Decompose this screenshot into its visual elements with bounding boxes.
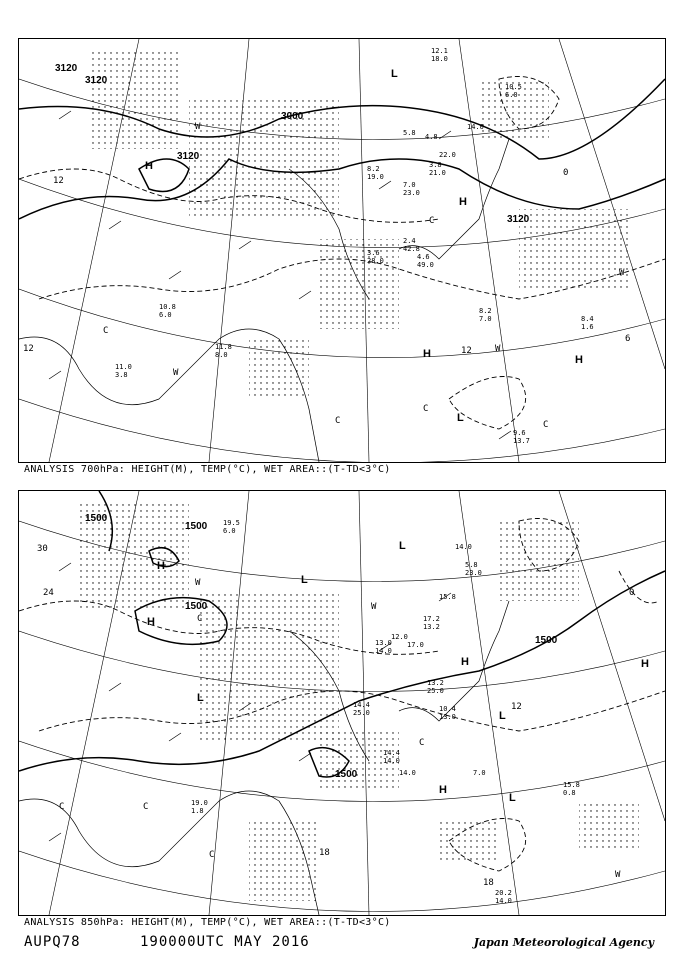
wind-barb (49, 371, 61, 379)
wind-barb (59, 563, 71, 571)
station-temp: 8.2 (367, 165, 380, 173)
station-dewpoint: 49.0 (417, 261, 434, 269)
upper-cold-mark: C (335, 416, 341, 426)
lower-warm-mark: W (195, 578, 201, 588)
upper-contour-label: 3120 (177, 151, 200, 162)
station-temp: 5.8 (465, 561, 478, 569)
station-dewpoint: 13.2 (423, 623, 440, 631)
station-dewpoint: 1.6 (581, 323, 594, 331)
lower-high-center: H (147, 616, 155, 628)
upper-map-canvas (19, 39, 665, 462)
lower-isotherm-label: 18 (483, 878, 494, 888)
upper-low-center: L (391, 68, 398, 80)
station-temp: 4.8 (425, 133, 438, 141)
lower-cold-mark: C (419, 738, 425, 748)
lower-high-center: H (641, 658, 649, 670)
upper-isotherm-label: 0 (563, 168, 569, 178)
lower-low-center: L (509, 792, 516, 804)
station-dewpoint: 25.0 (353, 709, 370, 717)
lower-cold-mark: C (59, 802, 65, 812)
station-temp: 13.0 (375, 639, 392, 647)
upper-lat-line (19, 399, 665, 462)
lower-contour-label: 1500 (85, 513, 108, 524)
station-temp: 8.4 (581, 315, 594, 323)
station-temp: 3.8 (429, 161, 442, 169)
lower-cold-mark: C (143, 802, 149, 812)
station-dewpoint: 13.7 (513, 437, 530, 445)
station-dewpoint: 13.0 (439, 713, 456, 721)
station-temp: 7.0 (473, 769, 486, 777)
upper-high-center: H (423, 348, 431, 360)
station-dewpoint: 3.8 (115, 371, 128, 379)
lower-wet-area (579, 801, 639, 851)
station-temp: 10.5 (505, 83, 522, 91)
wind-barb (439, 131, 451, 139)
upper-high-center: H (145, 160, 153, 172)
lower-wet-area (439, 821, 499, 861)
station-temp: 13.2 (427, 679, 444, 687)
lower-contour-label: 1500 (185, 601, 208, 612)
lower-map-panel-850hpa (18, 490, 666, 916)
station-dewpoint: 19.0 (367, 173, 384, 181)
lower-low-center: L (301, 574, 308, 586)
lower-low-center: L (499, 710, 506, 722)
station-temp: 10.8 (159, 303, 176, 311)
upper-map-panel-700hpa (18, 38, 666, 463)
wind-barb (169, 733, 181, 741)
station-temp: 12.0 (391, 633, 408, 641)
station-dewpoint: 25.0 (427, 687, 444, 695)
wind-barb (299, 291, 311, 299)
station-temp: 8.2 (479, 307, 492, 315)
lower-contour-label: 1500 (185, 521, 208, 532)
lower-panel-caption: ANALYSIS 850hPa: HEIGHT(M), TEMP(°C), WET AREA::(T-TD<3°C) (24, 917, 391, 928)
upper-contour-label: 3000 (281, 111, 304, 122)
lower-isotherm-label: 0 (629, 588, 635, 598)
upper-high-center: H (575, 354, 583, 366)
upper-contour-label: 3120 (85, 75, 108, 86)
lower-isotherm (39, 691, 665, 731)
upper-warm-mark: W (173, 368, 179, 378)
station-temp: 14.0 (467, 123, 484, 131)
upper-isotherm-label: 12 (23, 344, 34, 354)
station-dewpoint: 7.0 (479, 315, 492, 323)
lower-coast-japan (399, 601, 509, 721)
wind-barb (109, 221, 121, 229)
lower-isotherm-label: 18 (319, 848, 330, 858)
wind-barb (59, 111, 71, 119)
upper-isotherm-label: 6 (625, 334, 631, 344)
station-temp: 20.2 (495, 889, 512, 897)
station-temp: 4.6 (417, 253, 430, 261)
station-temp: 12.1 (431, 47, 448, 55)
lower-cold-mark: C (197, 614, 203, 624)
upper-isotherm-label: 12 (53, 176, 64, 186)
wind-barb (239, 241, 251, 249)
station-temp: 14.0 (399, 769, 416, 777)
station-dewpoint: 17.0 (407, 641, 424, 649)
lower-low-center: L (399, 540, 406, 552)
wind-barb (169, 271, 181, 279)
lower-warm-mark: W (371, 602, 377, 612)
station-dewpoint: 14.0 (375, 647, 392, 655)
lower-isotherm-label: 30 (37, 544, 48, 554)
station-temp: 2.4 (403, 237, 416, 245)
upper-wet-area (189, 99, 339, 219)
lower-low-center: L (197, 692, 204, 704)
station-temp: 15.8 (563, 781, 580, 789)
lower-warm-mark: W (615, 870, 621, 880)
wind-barb (499, 431, 511, 439)
lower-wet-area (249, 821, 319, 901)
lower-map-canvas (19, 491, 665, 915)
station-temp: 9.6 (513, 429, 526, 437)
wind-barb (49, 833, 61, 841)
upper-warm-mark: W (195, 122, 201, 132)
station-temp: 15.8 (439, 593, 456, 601)
station-dewpoint: 14.0 (383, 757, 400, 765)
station-temp: 3.6 (367, 249, 380, 257)
lower-lat-line (19, 851, 665, 912)
upper-warm-mark: W (495, 344, 501, 354)
lower-isotherm-label: 12 (511, 702, 522, 712)
station-dewpoint: 42.8 (403, 245, 420, 253)
wind-barb (109, 683, 121, 691)
upper-high-center: H (459, 196, 467, 208)
station-temp: 7.0 (403, 181, 416, 189)
lower-isotherm-label: 24 (43, 588, 54, 598)
station-temp: 14.4 (383, 749, 400, 757)
upper-contour-label: 3120 (507, 214, 530, 225)
station-temp: 14.4 (353, 701, 370, 709)
station-dewpoint: 23.0 (465, 569, 482, 577)
lower-high-center: H (439, 784, 447, 796)
chart-id-label: AUPQ78 (24, 934, 81, 950)
station-temp: 5.8 (403, 129, 416, 137)
station-dewpoint: 6.0 (223, 527, 236, 535)
upper-wet-area (519, 209, 629, 289)
wind-barb (299, 753, 311, 761)
lower-contour-label: 1500 (335, 769, 358, 780)
upper-low-center: L (457, 412, 464, 424)
upper-contour-label: 3120 (55, 63, 78, 74)
valid-time-label: 190000UTC MAY 2016 (140, 934, 310, 950)
station-temp: 17.2 (423, 615, 440, 623)
lower-high-center: H (157, 560, 165, 572)
upper-cold-mark: C (543, 420, 549, 430)
station-dewpoint: 8.0 (215, 351, 228, 359)
lower-contour-label: 1500 (535, 635, 558, 646)
station-dewpoint: 23.0 (403, 189, 420, 197)
agency-label: Japan Meteorological Agency (473, 936, 654, 949)
upper-wet-area (249, 339, 309, 399)
upper-wet-area (89, 49, 179, 149)
upper-panel-caption: ANALYSIS 700hPa: HEIGHT(M), TEMP(°C), WET AREA::(T-TD<3°C) (24, 464, 391, 475)
lower-lat-line (19, 631, 665, 692)
wind-barb (379, 181, 391, 189)
lower-cold-mark: C (209, 850, 215, 860)
station-dewpoint: 1.8 (191, 807, 204, 815)
upper-contour-label: 12 (461, 346, 472, 356)
station-dewpoint: 22.0 (439, 151, 456, 159)
upper-cold-mark: C (423, 404, 429, 414)
upper-lon-line (559, 39, 665, 369)
upper-wet-area (319, 239, 399, 329)
upper-cold-mark: C (429, 216, 435, 226)
station-temp: 14.0 (455, 543, 472, 551)
lower-wet-area (199, 591, 339, 741)
station-temp: 11.0 (115, 363, 132, 371)
upper-cold-mark: C (103, 326, 109, 336)
station-dewpoint: 28.0 (367, 257, 384, 265)
station-temp: 19.5 (223, 519, 240, 527)
upper-warm-mark: W (619, 268, 625, 278)
lower-high-center: H (461, 656, 469, 668)
station-dewpoint: 0.8 (563, 789, 576, 797)
station-dewpoint: 14.0 (495, 897, 512, 905)
station-temp: 19.0 (191, 799, 208, 807)
station-dewpoint: 18.0 (431, 55, 448, 63)
station-dewpoint: 6.0 (159, 311, 172, 319)
station-temp: 10.4 (439, 705, 456, 713)
station-temp: 11.8 (215, 343, 232, 351)
station-dewpoint: 21.0 (429, 169, 446, 177)
station-dewpoint: 6.0 (505, 91, 518, 99)
